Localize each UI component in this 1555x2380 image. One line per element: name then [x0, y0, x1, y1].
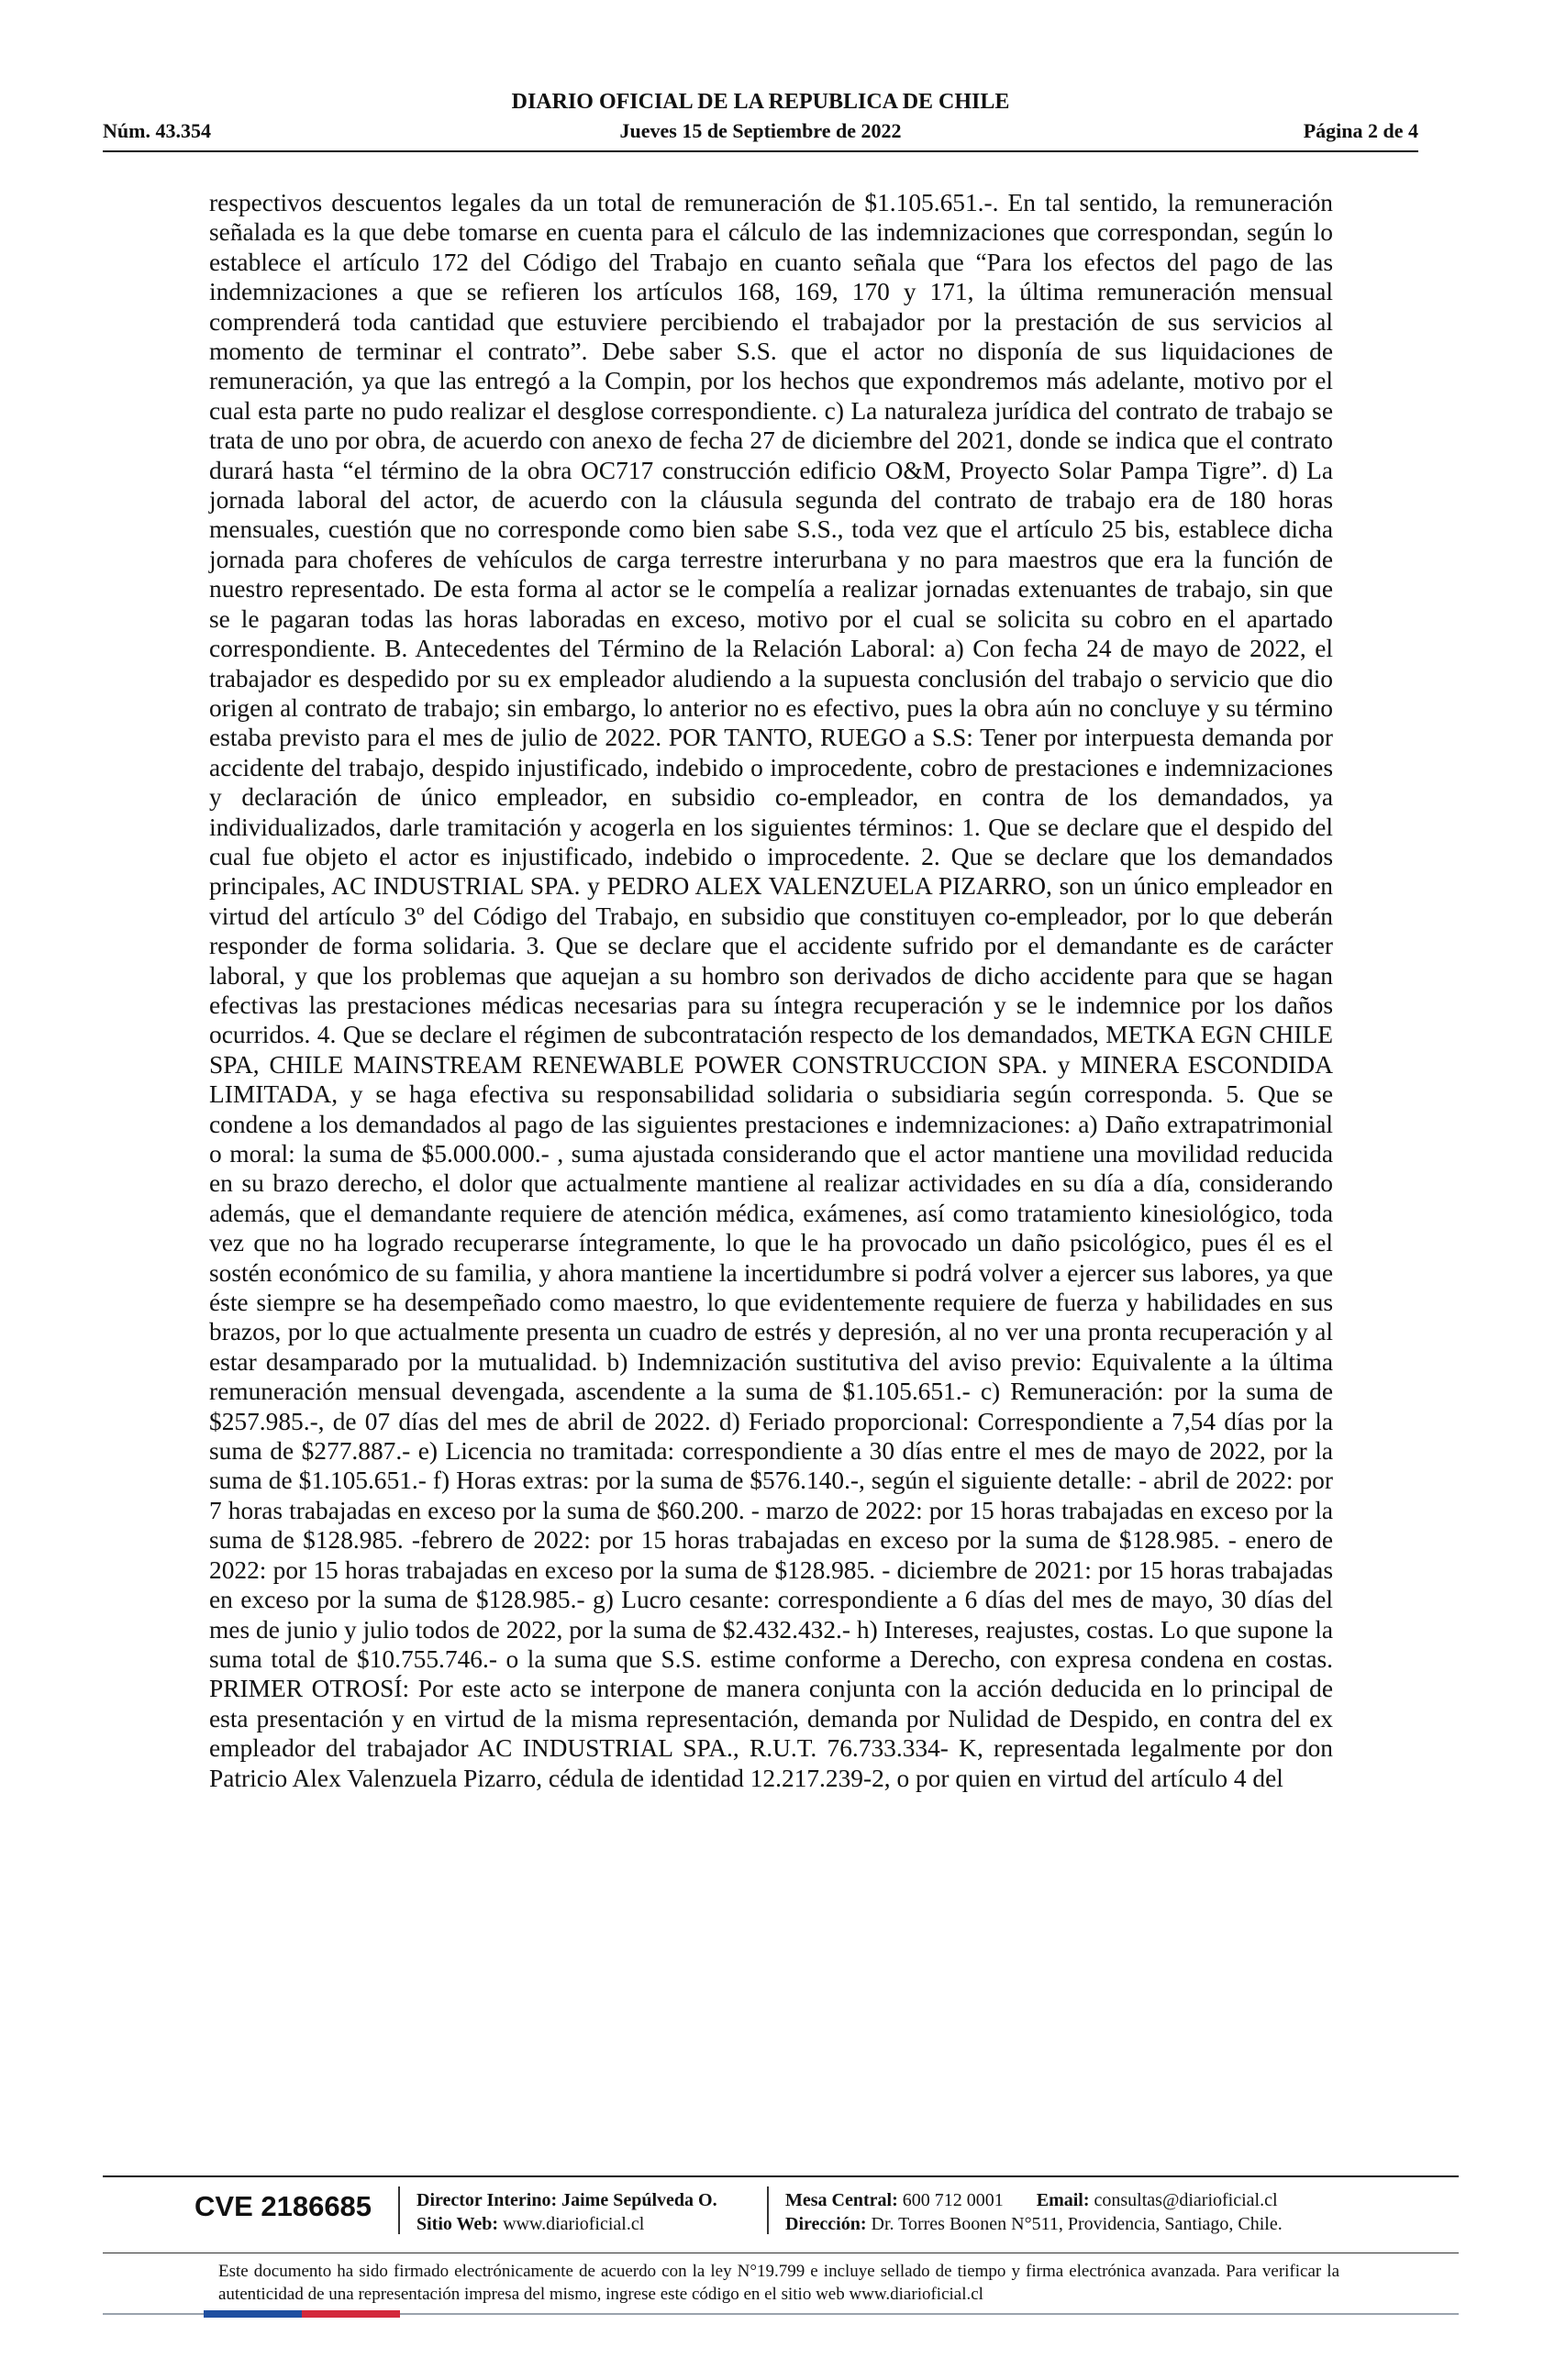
document-body: respectivos descuentos legales da un total de remuneración de $1.105.651.-. En tal sentido, la remuneración señalada es la que debe tomarse en cuenta para el cálculo de las indemnizaciones que correspondan, según lo establece el artículo 172 del Código del Trabajo en cuanto señala que “Para los efectos del pago de las indemnizaciones a que se refieren los artículos 168, 169, 170 y 171, la última remuneración mensual comprenderá toda cantidad que estuviere percibiendo el trabajador por la prestación de sus servicios al momento de terminar el contrato”. Debe saber S.S. que el actor no disponía de sus liquidaciones de remuneración, ya que las entregó a la Compin, por los hechos que expondremos más adelante, motivo por el cual esta parte no pudo realizar el desglose correspondiente. c) La naturaleza jurídica del contrato de trabajo se trata de uno por obra, de acuerdo con anexo de fecha 27 de diciembre del 2021, donde se indica que el contrato durará hasta “el término de la obra OC717 construcción edificio O&M, Proyecto Solar Pampa Tigre”. d) La jornada laboral del actor, de acuerdo con la cláusula segunda del contrato de trabajo era de 180 horas mensuales, cuestión que no corresponde como bien sabe S.S., toda vez que el artículo 25 bis, establece dicha jornada para choferes de vehículos de carga terrestre interurbana y no para maestros que era la función de nuestro representado. De esta forma al actor se le compelía a realizar jornadas extenuantes de trabajo, sin que se le pagaran todas las horas laboradas en exceso, motivo por el cual se solicita su cobro en el apartado correspondiente. B. Antecedentes del Término de la Relación Laboral: a) Con fecha 24 de mayo de 2022, el trabajador es despedido por su ex empleador aludiendo a la supuesta conclusión del trabajo o servicio que dio origen al contrato de trabajo; sin embargo, lo anterior no es efectivo, pues la obra aún no concluye y su término estaba previsto para el mes de julio de 2022. POR TANTO, RUEGO a S.S: Tener por interpuesta demanda por accidente del trabajo, despido injustificado, indebido o improcedente, cobro de prestaciones e indemnizaciones y declaración de único empleador, en subsidio co-empleador, en contra de los demandados, ya individualizados, darle tramitación y acogerla en los siguientes términos: 1. Que se declare que el despido del cual fue objeto el actor es injustificado, indebido o improcedente. 2. Que se declare que los demandados principales, AC INDUSTRIAL SPA. y PEDRO ALEX VALENZUELA PIZARRO, son un único empleador en virtud del artículo 3º del Código del Trabajo, en subsidio que constituyen co-empleador, por lo que deberán responder de forma solidaria. 3. Que se declare que el accidente sufrido por el demandante es de carácter laboral, y que los problemas que aquejan a su hombro son derivados de dicho accidente para que se hagan efectivas las prestaciones médicas necesarias para su íntegra recuperación y se le indemnice por los daños ocurridos. 4. Que se declare el régimen de subcontratación respecto de los demandados, METKA EGN CHILE SPA, CHILE MAINSTREAM RENEWABLE POWER CONSTRUCCION SPA. y MINERA ESCONDIDA LIMITADA, y se haga efectiva su responsabilidad solidaria o subsidiaria según corresponda. 5. Que se condene a los demandados al pago de las siguientes prestaciones e indemnizaciones: a) Daño extrapatrimonial o moral: la suma de $5.000.000.- , suma ajustada considerando que el actor mantiene una movilidad reducida en su brazo derecho, el dolor que actualmente mantiene al realizar actividades en su día a día, considerando además, que el demandante requiere de atención médica, exámenes, así como tratamiento kinesiológico, toda vez que no ha logrado recuperarse íntegramente, lo que le ha provocado un daño psicológico, pues él es el sostén económico de su familia, y ahora mantiene la incertidumbre si podrá volver a ejercer sus labores, ya que éste siempre se ha desempeñado como maestro, lo que evidentemente requiere de fuerza y habilidades en sus brazos, por lo que actualmente presenta un cuadro de estrés y depresión, al no ver una pronta recuperación y al estar desamparado por la mutualidad. b) Indemnización sustitutiva del aviso previo: Equivalente a la última remuneración mensual devengada, ascendente a la suma de $1.105.651.- c) Remuneración: por la suma de $257.985.-, de 07 días del mes de abril de 2022. d) Feriado proporcional: Correspondiente a 7,54 días por la suma de $277.887.- e) Licencia no tramitada: correspondiente a 30 días entre el mes de mayo de 2022, por la suma de $1.105.651.- f) Horas extras: por la suma de $576.140.-, según el siguiente detalle: - abril de 2022: por 7 horas trabajadas en exceso por la suma de $60.200. - marzo de 2022: por 15 horas trabajadas en exceso por la suma de $128.985. -febrero de 2022: por 15 horas trabajadas en exceso por la suma de $128.985. - enero de 2022: por 15 horas trabajadas en exceso por la suma de $128.985. - diciembre de 2021: por 15 horas trabajadas en exceso por la suma de $128.985.- g) Lucro cesante: correspondiente a 6 días del mes de mayo, 30 días del mes de junio y julio todos de 2022, por la suma de $2.432.432.- h) Intereses, reajustes, costas. Lo que supone la suma total de $10.755.746.- o la suma que S.S. estime conforme a Derecho, con expresa condena en costas. PRIMER OTROSÍ: Por este acto se interpone de manera conjunta con la acción deducida en lo principal de esta presentación y en virtud de la misma representación, demanda por Nulidad de Despido, en contra del ex empleador del trabajador AC INDUSTRIAL SPA., R.U.T. 76.733.334- K, representada legalmente por don Patricio Alex Valenzuela Pizarro, cédula de identidad 12.217.239-2, o por quien en virtud del artículo 4 del: [209, 189, 1333, 1792]
address-label: Dirección:: [785, 2214, 867, 2234]
cve-code: CVE 2186685: [194, 2190, 372, 2222]
page-footer: [103, 2186, 1459, 2242]
address-line: [785, 2212, 1283, 2236]
footer-contact-block: [785, 2188, 1283, 2236]
publication-date: Jueves 15 de Septiembre de 2022: [619, 119, 902, 142]
director-line: [417, 2188, 717, 2212]
footer-separator: [767, 2186, 769, 2234]
footer-divider: [103, 2175, 1459, 2177]
page-number: Página 2 de 4: [1303, 119, 1418, 142]
email-link[interactable]: consultas@diarioficial.cl: [1094, 2190, 1278, 2210]
contact-line: [785, 2188, 1283, 2212]
director-label: Director Interino:: [417, 2190, 558, 2210]
page-header: [103, 90, 1418, 147]
director-name: Jaime Sepúlveda O.: [561, 2190, 717, 2210]
flag-stripe-blue: [204, 2310, 302, 2318]
website-label: Sitio Web:: [417, 2214, 499, 2234]
flag-stripe-red: [302, 2310, 400, 2318]
publication-title: DIARIO OFICIAL DE LA REPUBLICA DE CHILE: [511, 90, 1010, 114]
website-line: [417, 2212, 717, 2236]
signature-notice: Este documento ha sido firmado electrónicamente de acuerdo con la ley N°19.799 e incluye sellado de tiempo y firma electrónica avanzada. Para verificar la autenticidad de una representación impresa del mismo, ingrese este código en el sitio web www.diarioficial.cl: [218, 2262, 1339, 2304]
header-divider: [103, 150, 1418, 152]
phone-value: 600 712 0001: [902, 2190, 1004, 2210]
website-link[interactable]: www.diarioficial.cl: [503, 2214, 645, 2234]
footer-separator: [398, 2186, 400, 2234]
issue-number: Núm. 43.354: [103, 119, 211, 142]
email-label: Email:: [1036, 2190, 1090, 2210]
address-value: Dr. Torres Boonen N°511, Providencia, Santiago, Chile.: [871, 2214, 1283, 2234]
footer-director-block: [417, 2188, 717, 2236]
phone-label: Mesa Central:: [785, 2190, 898, 2210]
